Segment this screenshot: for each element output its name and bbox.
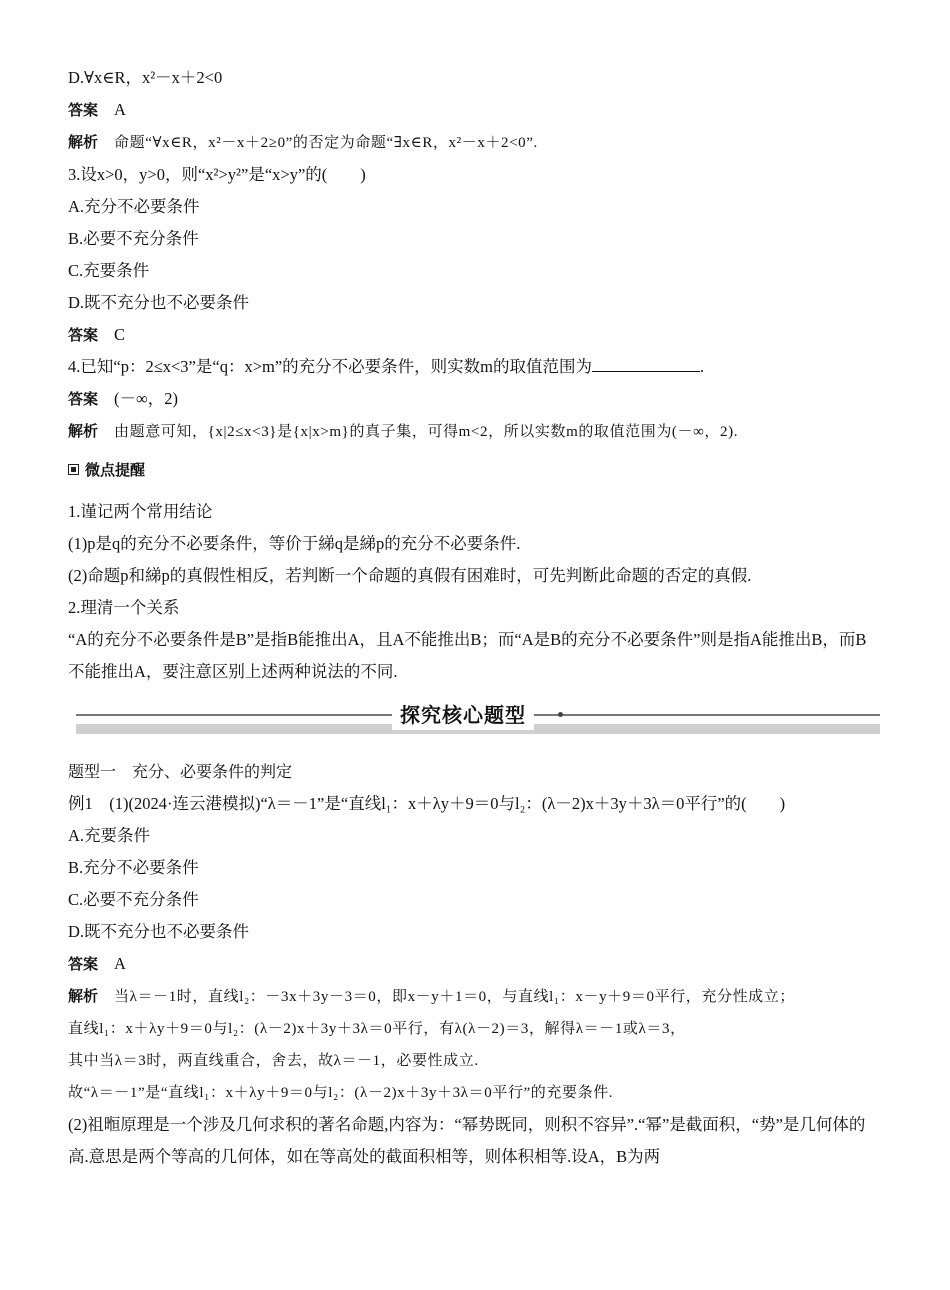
tip-item-2: 2.理清一个关系 xyxy=(68,598,180,617)
example-1-option-a: A.充要条件 xyxy=(68,826,151,845)
example-1-option-d: D.既不充分也不必要条件 xyxy=(68,922,250,941)
q2-answer-value: A xyxy=(114,100,126,119)
q4-stem-text: 4.已知“p：2≤x<3”是“q：x>m”的充分不必要条件，则实数m的取值范围为 xyxy=(68,357,593,376)
q3-stem: 3.设x>0，y>0，则“x²>y²”是“x>y”的( ) xyxy=(68,165,366,184)
q4-analysis xyxy=(68,415,880,448)
analysis-label: 解析 xyxy=(68,133,99,151)
tip-header xyxy=(68,454,880,484)
example-1-analysis-3: 其中当λ＝3时，两直线重合，舍去，故λ＝－1，必要性成立. xyxy=(68,1053,479,1069)
q4-analysis-text: 由题意可知，{x|2≤x<3}是{x|x>m}的真子集，可得m<2，所以实数m的取值范围为(－∞，2). xyxy=(114,424,739,440)
q3-option-b: B.必要不充分条件 xyxy=(68,229,199,248)
answer-label: 答案 xyxy=(68,955,99,973)
example-1-part-2: (2)祖暅原理是一个涉及几何求积的著名命题,内容为：“幂势既同，则积不容异”.“幂”是截面积，“势”是几何体的高.意思是两个等高的几何体，如在等高处的截面积相等，则体积相等.设A，B为两 xyxy=(68,1115,866,1166)
q4-stem-tail: . xyxy=(700,357,705,376)
banner-dot-right xyxy=(558,712,563,717)
section-title: 题型一 充分、必要条件的判定 xyxy=(68,762,293,781)
banner-title: 探究核心题型 xyxy=(392,700,534,730)
q3-answer-value: C xyxy=(114,325,126,344)
answer-label: 答案 xyxy=(68,326,99,344)
tip-item-1b: (2)命题p和綈p的真假性相反，若判断一个命题的真假有困难时，可先判断此命题的否定的真假. xyxy=(68,566,752,585)
q2-answer xyxy=(68,94,880,126)
answer-label: 答案 xyxy=(68,101,99,119)
q2-option-d: D.∀x∈R，x²－x＋2<0 xyxy=(68,68,223,87)
q4-answer-value: (－∞，2) xyxy=(114,389,179,408)
tip-item-1a: (1)p是q的充分不必要条件，等价于綈q是綈p的充分不必要条件. xyxy=(68,534,521,553)
tip-item-1: 1.谨记两个常用结论 xyxy=(68,502,213,521)
example-1-stem: 例1 (1)(2024·连云港模拟)“λ＝－1”是“直线l₁：x＋λy＋9＝0与l₂：(λ－2)x＋3y＋3λ＝0平行”的( ) xyxy=(68,794,786,813)
square-bullet-icon xyxy=(68,464,79,475)
analysis-label: 解析 xyxy=(68,422,99,440)
answer-blank xyxy=(592,353,700,372)
q4-stem xyxy=(68,351,880,383)
example-1-answer-value: A xyxy=(114,954,126,973)
q4-answer xyxy=(68,383,880,415)
q3-option-d: D.既不充分也不必要条件 xyxy=(68,293,250,312)
example-1-answer xyxy=(68,948,880,980)
example-1-option-c: C.必要不充分条件 xyxy=(68,890,199,909)
q3-option-a: A.充分不必要条件 xyxy=(68,197,200,216)
example-1-analysis-1 xyxy=(68,980,880,1013)
example-1-analysis-2: 直线l₁：x＋λy＋9＝0与l₂：(λ－2)x＋3y＋3λ＝0平行，有λ(λ－2)＝3，解得λ＝－1或λ＝3， xyxy=(68,1021,686,1037)
section-banner xyxy=(76,698,880,744)
example-1-analysis-text-1: 当λ＝－1时，直线l₂：－3x＋3y－3＝0，即x－y＋1＝0，与直线l₁：x－y＋9＝0平行，充分性成立； xyxy=(114,989,795,1005)
answer-label: 答案 xyxy=(68,390,99,408)
example-1-analysis-4: 故“λ＝－1”是“直线l₁：x＋λy＋9＝0与l₂：(λ－2)x＋3y＋3λ＝0平行”的充要条件. xyxy=(68,1085,614,1101)
tip-title: 微点提醒 xyxy=(85,460,146,479)
q3-answer xyxy=(68,319,880,351)
q3-option-c: C.充要条件 xyxy=(68,261,150,280)
q2-analysis xyxy=(68,126,880,159)
analysis-label: 解析 xyxy=(68,987,99,1005)
example-1-option-b: B.充分不必要条件 xyxy=(68,858,199,877)
q2-analysis-text: 命题“∀x∈R，x²－x＋2≥0”的否定为命题“∃x∈R，x²－x＋2<0”. xyxy=(114,135,538,151)
tip-item-2a: “A的充分不必要条件是B”是指B能推出A，且A不能推出B；而“A是B的充分不必要条件”则是指A能推出B，而B不能推出A，要注意区别上述两种说法的不同. xyxy=(68,630,867,681)
document-page xyxy=(68,62,880,1173)
